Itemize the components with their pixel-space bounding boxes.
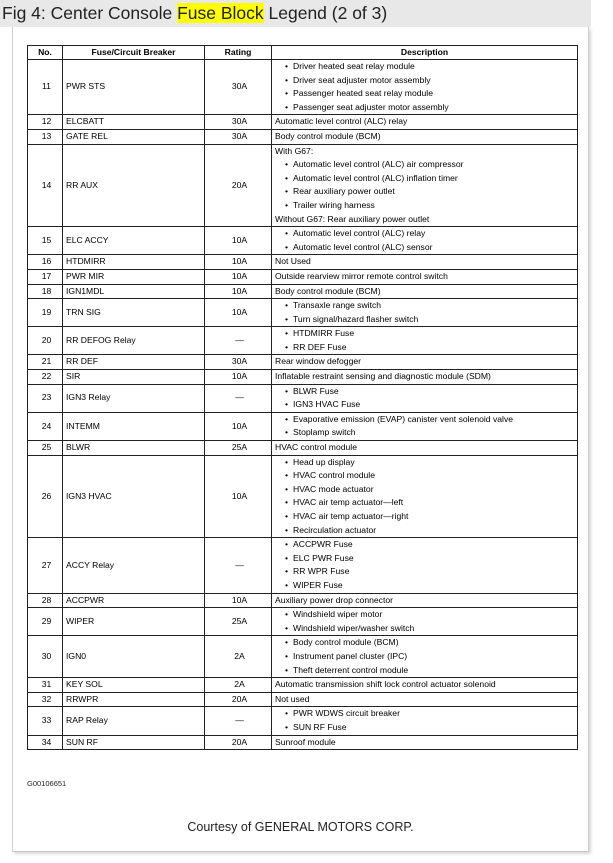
- table-row: [28, 370, 578, 385]
- fuse-number: 14: [28, 144, 63, 227]
- fuse-rating: 30A: [205, 355, 272, 370]
- description-bullet: • HTDMIRR Fuse: [275, 327, 577, 341]
- table-row: [28, 327, 578, 355]
- fuse-rating: 2A: [205, 636, 272, 678]
- fuse-number: 12: [28, 115, 63, 130]
- fuse-number: 25: [28, 441, 63, 456]
- description-bullet: • Turn signal/hazard flasher switch: [275, 313, 577, 327]
- fuse-name: ELCBATT: [63, 115, 205, 130]
- fuse-rating: 20A: [205, 144, 272, 227]
- fuse-number: 16: [28, 255, 63, 270]
- fuse-rating: 20A: [205, 692, 272, 707]
- fuse-description: [272, 115, 578, 130]
- table-row: [28, 441, 578, 456]
- description-line: Body control module (BCM): [275, 285, 381, 296]
- fuse-description: [272, 441, 578, 456]
- fuse-number: 18: [28, 284, 63, 299]
- table-row: [28, 707, 578, 735]
- table-row: [28, 299, 578, 327]
- description-bullet: • RR WPR Fuse: [275, 565, 577, 579]
- header-description: Description: [272, 46, 578, 60]
- fuse-description: [272, 327, 578, 355]
- description-bullet: • PWR WDWS circuit breaker: [275, 707, 577, 721]
- fuse-name: TRN SIG: [63, 299, 205, 327]
- header-rating: Rating: [205, 46, 272, 60]
- fuse-rating: 20A: [205, 735, 272, 750]
- fuse-description: [272, 707, 578, 735]
- fuse-rating: 10A: [205, 284, 272, 299]
- table-row: [28, 678, 578, 693]
- table-row: [28, 60, 578, 115]
- fuse-rating: 30A: [205, 115, 272, 130]
- fuse-description: [272, 538, 578, 593]
- description-bullet: • Instrument panel cluster (IPC): [275, 650, 577, 664]
- description-bullet: • Passenger heated seat relay module: [275, 87, 577, 101]
- table-row: [28, 384, 578, 412]
- description-bullet: • SUN RF Fuse: [275, 721, 577, 735]
- description-bullet: • WIPER Fuse: [275, 579, 577, 593]
- table-row: [28, 455, 578, 538]
- fuse-name: RR DEFOG Relay: [63, 327, 205, 355]
- fuse-description: [272, 608, 578, 636]
- fuse-description: [272, 60, 578, 115]
- fuse-description: [272, 593, 578, 608]
- fuse-name: IGN3 HVAC: [63, 455, 205, 538]
- description-bullet: • Recirculation actuator: [275, 524, 577, 538]
- fuse-number: 15: [28, 227, 63, 255]
- fuse-name: HTDMIRR: [63, 255, 205, 270]
- description-bullet: • Automatic level control (ALC) sensor: [275, 241, 577, 255]
- fuse-number: 33: [28, 707, 63, 735]
- description-bullet: • Trailer wiring harness: [275, 199, 577, 213]
- fuse-description: [272, 299, 578, 327]
- fuse-rating: —: [205, 384, 272, 412]
- fuse-name: PWR STS: [63, 60, 205, 115]
- table-row: [28, 255, 578, 270]
- fuse-rating: 25A: [205, 608, 272, 636]
- fuse-number: 20: [28, 327, 63, 355]
- figure-title-suffix: Legend (2 of 3): [263, 3, 388, 23]
- description-bullet: • Driver seat adjuster motor assembly: [275, 74, 577, 88]
- fuse-name: BLWR: [63, 441, 205, 456]
- fuse-description: [272, 412, 578, 440]
- fuse-number: 30: [28, 636, 63, 678]
- fuse-number: 32: [28, 692, 63, 707]
- description-line: Sunroof module: [275, 736, 336, 747]
- fuse-number: 19: [28, 299, 63, 327]
- table-row: [28, 636, 578, 678]
- fuse-name: RAP Relay: [63, 707, 205, 735]
- fuse-name: PWR MIR: [63, 269, 205, 284]
- fuse-name: KEY SOL: [63, 678, 205, 693]
- description-line: Body control module (BCM): [275, 130, 381, 141]
- table-row: [28, 144, 578, 227]
- fuse-rating: 10A: [205, 455, 272, 538]
- fuse-number: 24: [28, 412, 63, 440]
- fuse-description: [272, 692, 578, 707]
- description-line: With G67:: [275, 145, 314, 156]
- fuse-description: [272, 227, 578, 255]
- description-line: Rear window defogger: [275, 356, 361, 367]
- fuse-rating: 10A: [205, 227, 272, 255]
- fuse-description: [272, 129, 578, 144]
- description-bullet: • Automatic level control (ALC) air compressor: [275, 158, 577, 172]
- description-bullet: • HVAC control module: [275, 469, 577, 483]
- description-line: HVAC control module: [275, 442, 357, 453]
- fuse-description: [272, 144, 578, 227]
- fuse-description: [272, 455, 578, 538]
- fuse-name: ACCY Relay: [63, 538, 205, 593]
- description-bullet: • Stoplamp switch: [275, 426, 577, 440]
- description-line: Without G67: Rear auxiliary power outlet: [275, 213, 430, 224]
- fuse-rating: 10A: [205, 255, 272, 270]
- fuse-rating: 25A: [205, 441, 272, 456]
- fuse-description: [272, 636, 578, 678]
- description-line: Not used: [275, 693, 310, 704]
- fuse-rating: 10A: [205, 299, 272, 327]
- description-line: Automatic level control (ALC) relay: [275, 116, 408, 127]
- fuse-number: 26: [28, 455, 63, 538]
- fuse-name: ELC ACCY: [63, 227, 205, 255]
- table-row: [28, 115, 578, 130]
- fuse-number: 13: [28, 129, 63, 144]
- table-row: [28, 692, 578, 707]
- description-bullet: • IGN3 HVAC Fuse: [275, 398, 577, 412]
- description-bullet: • HVAC mode actuator: [275, 483, 577, 497]
- fuse-rating: 30A: [205, 129, 272, 144]
- description-bullet: • Passenger seat adjuster motor assembly: [275, 101, 577, 115]
- description-bullet: • Evaporative emission (EVAP) canister vent solenoid valve: [275, 413, 577, 427]
- table-body: [28, 60, 578, 750]
- fuse-rating: 10A: [205, 593, 272, 608]
- fuse-number: 27: [28, 538, 63, 593]
- credit-line: Courtesy of GENERAL MOTORS CORP.: [187, 820, 414, 834]
- description-bullet: • RR DEF Fuse: [275, 341, 577, 355]
- description-bullet: • Transaxle range switch: [275, 299, 577, 313]
- fuse-number: 22: [28, 370, 63, 385]
- fuse-description: [272, 370, 578, 385]
- table-row: [28, 284, 578, 299]
- header-fuse: Fuse/Circuit Breaker: [63, 46, 205, 60]
- fuse-rating: 10A: [205, 269, 272, 284]
- fuse-rating: 10A: [205, 412, 272, 440]
- fuse-description: [272, 678, 578, 693]
- table-row: [28, 129, 578, 144]
- table-row: [28, 355, 578, 370]
- fuse-rating: —: [205, 327, 272, 355]
- description-bullet: • Theft deterrent control module: [275, 664, 577, 678]
- table-row: [28, 593, 578, 608]
- fuse-number: 11: [28, 60, 63, 115]
- fuse-description: [272, 355, 578, 370]
- fuse-name: RR DEF: [63, 355, 205, 370]
- fuse-number: 34: [28, 735, 63, 750]
- fuse-description: [272, 284, 578, 299]
- fuse-number: 29: [28, 608, 63, 636]
- table-header-row: [28, 46, 578, 60]
- description-bullet: • BLWR Fuse: [275, 385, 577, 399]
- header-no: No.: [28, 46, 63, 60]
- description-bullet: • ACCPWR Fuse: [275, 538, 577, 552]
- fuse-rating: —: [205, 538, 272, 593]
- description-bullet: • Rear auxiliary power outlet: [275, 185, 577, 199]
- fuse-legend-table: [27, 45, 578, 750]
- fuse-rating: 10A: [205, 370, 272, 385]
- description-bullet: • Windshield wiper motor: [275, 608, 577, 622]
- fuse-number: 17: [28, 269, 63, 284]
- fuse-name: INTEMM: [63, 412, 205, 440]
- description-bullet: • HVAC air temp actuator—right: [275, 510, 577, 524]
- description-bullet: • HVAC air temp actuator—left: [275, 496, 577, 510]
- fuse-name: IGN0: [63, 636, 205, 678]
- description-line: Inflatable restraint sensing and diagnostic module (SDM): [275, 371, 491, 382]
- fuse-number: 31: [28, 678, 63, 693]
- fuse-name: ACCPWR: [63, 593, 205, 608]
- table-row: [28, 227, 578, 255]
- fuse-name: SIR: [63, 370, 205, 385]
- fuse-name: SUN RF: [63, 735, 205, 750]
- fuse-rating: —: [205, 707, 272, 735]
- fuse-rating: 2A: [205, 678, 272, 693]
- description-bullet: • Driver heated seat relay module: [275, 60, 577, 74]
- fuse-number: 21: [28, 355, 63, 370]
- fuse-name: IGN3 Relay: [63, 384, 205, 412]
- table-row: [28, 412, 578, 440]
- table-row: [28, 608, 578, 636]
- fuse-description: [272, 255, 578, 270]
- description-line: Auxiliary power drop connector: [275, 594, 393, 605]
- table-row: [28, 735, 578, 750]
- description-bullet: • Body control module (BCM): [275, 636, 577, 650]
- fuse-number: 28: [28, 593, 63, 608]
- table-row: [28, 269, 578, 284]
- fuse-name: WIPER: [63, 608, 205, 636]
- fuse-name: IGN1MDL: [63, 284, 205, 299]
- description-line: Outside rearview mirror remote control switch: [275, 270, 448, 281]
- figure-title-prefix: Fig 4: Center Console: [2, 3, 178, 23]
- fuse-description: [272, 269, 578, 284]
- description-bullet: • ELC PWR Fuse: [275, 552, 577, 566]
- figure-title-highlight: Fuse Block: [177, 3, 264, 23]
- figure-title: [0, 0, 591, 27]
- description-bullet: • Automatic level control (ALC) relay: [275, 227, 577, 241]
- description-line: Automatic transmission shift lock control actuator solenoid: [275, 679, 496, 690]
- fuse-number: 23: [28, 384, 63, 412]
- description-bullet: • Automatic level control (ALC) inflation timer: [275, 172, 577, 186]
- fuse-description: [272, 384, 578, 412]
- fuse-name: RR AUX: [63, 144, 205, 227]
- fuse-rating: 30A: [205, 60, 272, 115]
- fuse-name: GATE REL: [63, 129, 205, 144]
- description-bullet: • Head up display: [275, 456, 577, 470]
- description-line: Not Used: [275, 256, 311, 267]
- fuse-name: RRWPR: [63, 692, 205, 707]
- table-row: [28, 538, 578, 593]
- fuse-description: [272, 735, 578, 750]
- description-bullet: • Windshield wiper/washer switch: [275, 622, 577, 636]
- figure-id: G00106651: [27, 779, 67, 788]
